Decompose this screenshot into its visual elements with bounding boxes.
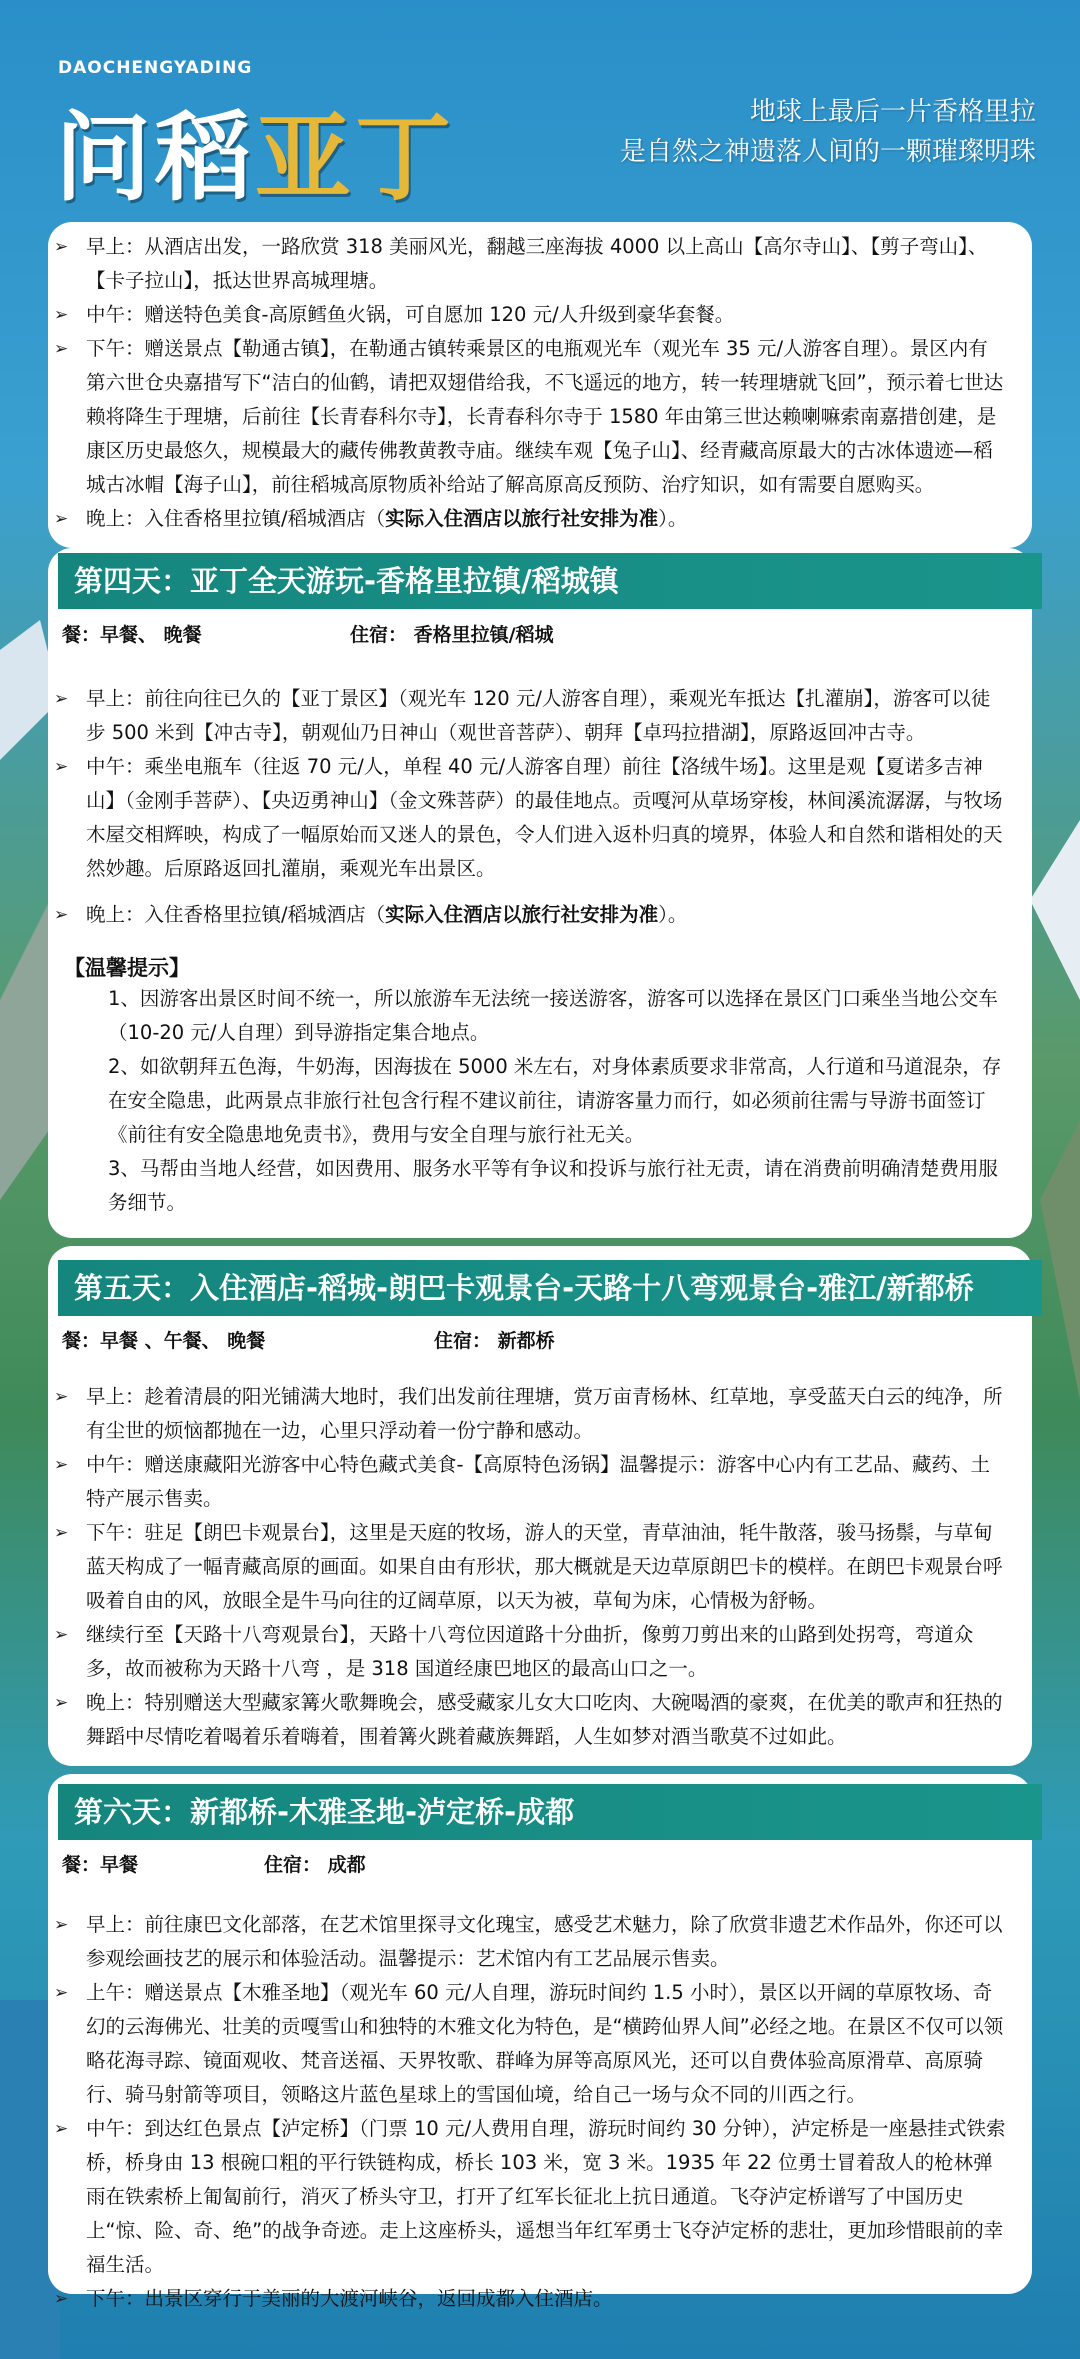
day6-meal: 餐：早餐 bbox=[62, 1854, 139, 1876]
day5-title-bar: 第五天：入住酒店-稻城-朗巴卡观景台-天路十八弯观景台-雅江/新都桥 bbox=[58, 1260, 1042, 1316]
list-item: ➢ 上午：赠送景点【木雅圣地】（观光车 60 元/人自理，游玩时间约 1.5 小时），景区以开阔的草原牧场、奇幻的云海佛光、壮美的贡嘎雪山和独特的木雅文化为特色，是“横跨仙界人间”必经之地。在景区不仅可以领略花海寻踪、镜面观收、梵音送福、天界牧歌、群峰为屏等高原风光，还可以自费体验高原滑草、高原骑行、骑马射箭等项目，领略这片蓝色星球上的雪国仙境，给自己一场与众不同的川西之行。 bbox=[48, 1976, 1006, 2112]
list-item: ➢ 下午：驻足【朗巴卡观景台】，这里是天庭的牧场，游人的天堂，青草油油，牦牛散落，骏马扬鬃，与草甸蓝天构成了一幅青藏高原的画面。如果自由有形状，那大概就是天边草原朗巴卡的模样。在朗巴卡观景台呼吸着自由的风，放眼全是牛马向往的辽阔草原，以天为被，草甸为床，心情极为舒畅。 bbox=[48, 1516, 1006, 1618]
list-item: ➢ 早上：趁着清晨的阳光铺满大地时，我们出发前往理塘，赏万亩青杨林、红草地，享受蓝天白云的纯净，所有尘世的烦恼都抛在一边，心里只浮动着一份宁静和感动。 bbox=[48, 1380, 1006, 1448]
day4-stay: 住宿： 香格里拉镇/稻城 bbox=[350, 624, 554, 646]
list-item: ➢ 早上：从酒店出发，一路欣赏 318 美丽风光，翻越三座海拔 4000 以上高山【高尔寺山】、【剪子弯山】、【卡子拉山】，抵达世界高城理塘。 bbox=[48, 230, 1006, 298]
list-item: ➢ 中午：乘坐电瓶车（往返 70 元/人，单程 40 元/人游客自理）前往【洛绒牛场】。这里是观【夏诺多吉神山】（金刚手菩萨）、【央迈勇神山】（金文殊菩萨）的最佳地点。贡嘎河从草场穿梭，林间溪流潺潺，与牧场木屋交相辉映，构成了一幅原始而又迷人的景色，令人们进入返朴归真的境界，体验人和自然和谐相处的天然妙趣。后原路返回扎灌崩，乘观光车出景区。 bbox=[48, 750, 1006, 886]
tips-title: 【温馨提示】 bbox=[64, 956, 190, 980]
day6-title-bar: 第六天：新都桥-木雅圣地-泸定桥-成都 bbox=[58, 1784, 1042, 1840]
list-item: ➢ 中午：赠送特色美食-高原鳕鱼火锅，可自愿加 120 元/人升级到豪华套餐。 bbox=[48, 298, 1006, 332]
day6-stay: 住宿： 成都 bbox=[264, 1854, 366, 1876]
header-banner bbox=[0, 0, 1080, 235]
arrow-bullet-icon: ➢ bbox=[54, 339, 69, 359]
list-item: ➢ 早上：前往向往已久的【亚丁景区】（观光车 120 元/人游客自理），乘观光车抵达【扎灌崩】，游客可以徒步 500 米到【冲古寺】，朝观仙乃日神山（观世音菩萨）、朝拜【卓玛拉措湖】，原路返回冲古寺。 bbox=[48, 682, 1006, 750]
arrow-bullet-icon: ➢ bbox=[54, 1693, 69, 1713]
tip-item: 2、如欲朝拜五色海，牛奶海，因海拔在 5000 米左右，对身体素质要求非常高，人行道和马道混杂，存在安全隐患，此两景点非旅行社包含行程不建议前往，请游客量力而行，如必须前往需与导游书面签订《前往有安全隐患地免责书》，费用与安全自理与旅行社无关。 bbox=[108, 1055, 1002, 1146]
arrow-bullet-icon: ➢ bbox=[54, 1915, 69, 1935]
list-item: ➢ 下午：赠送景点【勒通古镇】，在勒通古镇转乘景区的电瓶观光车（观光车 35 元/人游客自理）。景区内有第六世仓央嘉措写下“洁白的仙鹤，请把双翅借给我，不飞遥远的地方，转一转理塘就飞回”，预示着七世达赖将降生于理塘，后前往【长青春科尔寺】，长青春科尔寺于 1580 年由第三世达赖喇嘛索南嘉措创建，是康区历史最悠久，规模最大的藏传佛教黄教寺庙。继续车观【兔子山】、经青藏高原最大的古冰体遗迹—稻城古冰帽【海子山】，前往稻城高原物质补给站了解高原高反预防、治疗知识，如有需要自愿购买。 bbox=[48, 332, 1006, 502]
arrow-bullet-icon: ➢ bbox=[54, 1625, 69, 1645]
arrow-bullet-icon: ➢ bbox=[54, 689, 69, 709]
arrow-bullet-icon: ➢ bbox=[54, 2289, 69, 2309]
day4-title-bar: 第四天：亚丁全天游玩-香格里拉镇/稻城镇 bbox=[58, 553, 1042, 609]
arrow-bullet-icon: ➢ bbox=[54, 1983, 69, 2003]
slogan bbox=[620, 92, 1036, 172]
day3-card bbox=[48, 222, 1032, 548]
arrow-bullet-icon: ➢ bbox=[54, 1387, 69, 1407]
list-item: ➢ 晚上：入住香格里拉镇/稻城酒店（实际入住酒店以旅行社安排为准）。 bbox=[48, 502, 1006, 536]
slogan-line-2: 是自然之神遗落人间的一颗璀璨明珠 bbox=[619, 137, 1036, 167]
arrow-bullet-icon: ➢ bbox=[54, 757, 69, 777]
arrow-bullet-icon: ➢ bbox=[54, 237, 69, 257]
day6-card bbox=[48, 1774, 1032, 2310]
list-item: ➢ 下午：出景区穿行于美丽的大渡河峡谷，返回成都入住酒店。 bbox=[48, 2282, 1006, 2316]
list-item: ➢ 中午：赠送康藏阳光游客中心特色藏式美食-【高原特色汤锅】温馨提示：游客中心内有工艺品、藏药、土特产展示售卖。 bbox=[48, 1448, 1006, 1516]
arrow-bullet-icon: ➢ bbox=[54, 509, 69, 529]
tip-item: 3、马帮由当地人经营，如因费用、服务水平等有争议和投诉与旅行社无责，请在消费前明确清楚费用服务细节。 bbox=[108, 1157, 998, 1214]
tips-section bbox=[48, 932, 1032, 1220]
day5-meal: 餐：早餐 、午餐、 晚餐 bbox=[62, 1330, 266, 1352]
list-item: ➢ 晚上：入住香格里拉镇/稻城酒店（实际入住酒店以旅行社安排为准）。 bbox=[48, 898, 1006, 932]
brand-english: DAOCHENGYADING bbox=[58, 58, 253, 78]
tip-item: 1、因游客出景区时间不统一，所以旅游车无法统一接送游客，游客可以选择在景区门口乘坐当地公交车（10-20 元/人自理）到导游指定集合地点。 bbox=[108, 987, 998, 1044]
list-item: ➢ 继续行至【天路十八弯观景台】，天路十八弯位因道路十分曲折，像剪刀剪出来的山路到处拐弯，弯道众多，故而被称为天路十八弯 ，是 318 国道经康巴地区的最高山口之一。 bbox=[48, 1618, 1006, 1686]
slogan-line-1: 地球上最后一片香格里拉 bbox=[749, 97, 1036, 127]
list-item: ➢ 晚上：特别赠送大型藏家篝火歌舞晚会，感受藏家儿女大口吃肉、大碗喝酒的豪爽，在优美的歌声和狂热的舞蹈中尽情吃着喝着乐着嗨着，围着篝火跳着藏族舞蹈，人生如梦对酒当歌莫不过如此。 bbox=[48, 1686, 1006, 1754]
list-item: ➢ 中午：到达红色景点【泸定桥】（门票 10 元/人费用自理，游玩时间约 30 分钟），泸定桥是一座悬挂式铁索桥，桥身由 13 根碗口粗的平行铁链构成，桥长 103 米，宽 3 米。1935 年 22 位勇士冒着敌人的枪林弹雨在铁索桥上匍匐前行，消灭了桥头守卫，打开了红军长征北上抗日通道。飞夺泸定桥谱写了中国历史上“惊、险、奇、绝”的战争奇迹。走上这座桥头，遥想当年红军勇士飞夺泸定桥的悲壮，更加珍惜眼前的幸福生活。 bbox=[48, 2112, 1006, 2282]
arrow-bullet-icon: ➢ bbox=[54, 2119, 69, 2139]
day5-card bbox=[48, 1246, 1032, 1766]
list-item: ➢ 早上：前往康巴文化部落，在艺术馆里探寻文化瑰宝，感受艺术魅力，除了欣赏非遗艺术作品外，你还可以参观绘画技艺的展示和体验活动。温馨提示：艺术馆内有工艺品展示售卖。 bbox=[48, 1908, 1006, 1976]
day4-card bbox=[48, 548, 1032, 1238]
arrow-bullet-icon: ➢ bbox=[54, 1455, 69, 1475]
day5-stay: 住宿： 新都桥 bbox=[434, 1330, 555, 1352]
arrow-bullet-icon: ➢ bbox=[54, 905, 69, 925]
day4-meal: 餐：早餐、 晚餐 bbox=[62, 624, 202, 646]
arrow-bullet-icon: ➢ bbox=[54, 305, 69, 325]
brand-logo: 问稻亚丁 bbox=[55, 102, 455, 214]
arrow-bullet-icon: ➢ bbox=[54, 1523, 69, 1543]
